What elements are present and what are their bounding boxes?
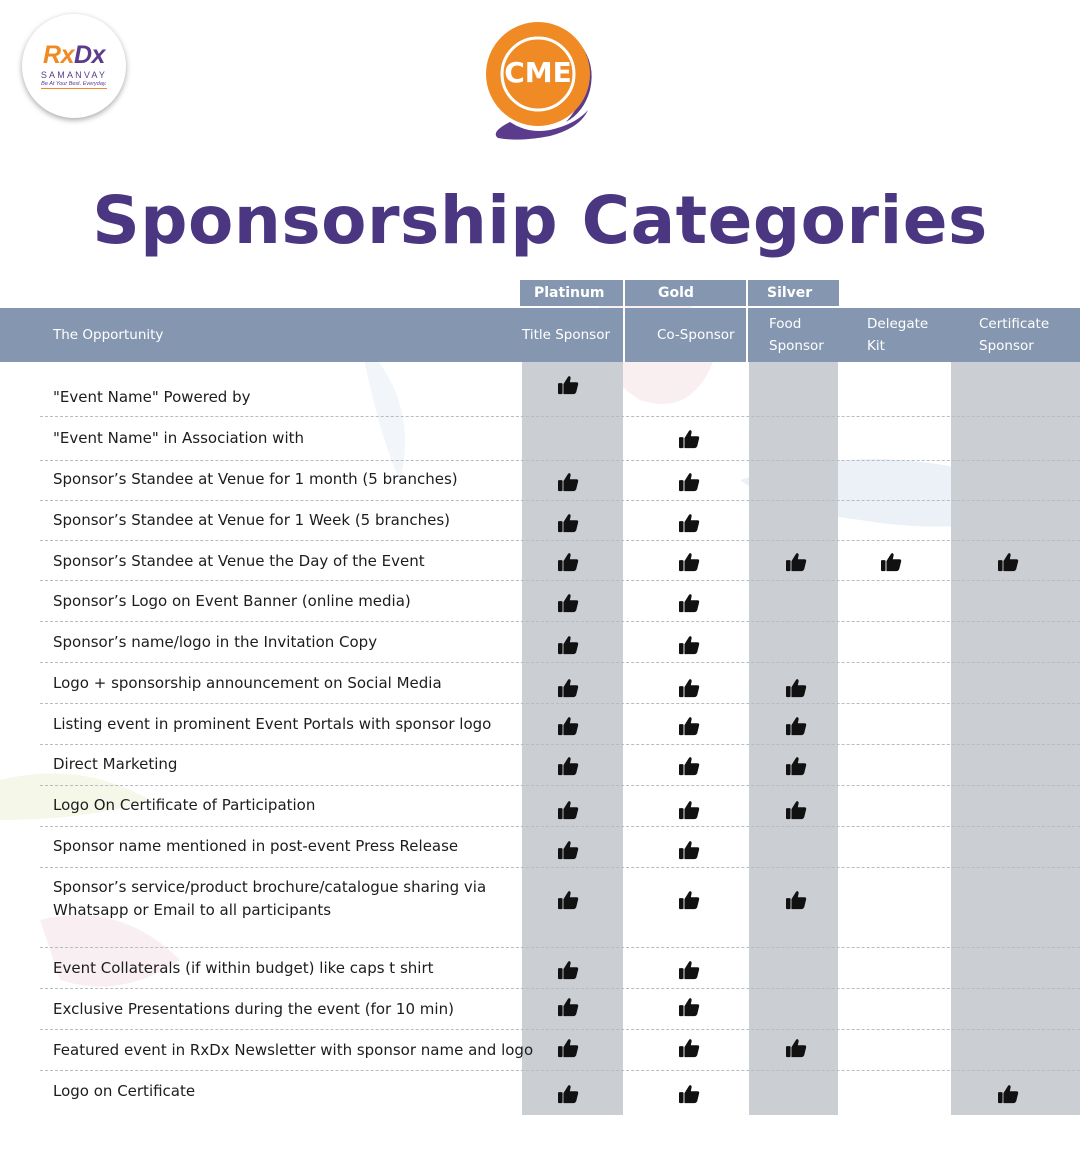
- row-separator: [40, 580, 1080, 581]
- header-divider-2: [746, 280, 748, 362]
- row-label: Logo + sponsorship announcement on Social Media: [53, 674, 442, 692]
- row-separator: [40, 744, 1080, 745]
- thumbs-up-icon: [678, 513, 700, 533]
- thumbs-up-icon: [678, 1038, 700, 1058]
- row-label: Sponsor’s Standee at Venue the Day of the Event: [53, 552, 425, 570]
- thumbs-up-icon: [785, 678, 807, 698]
- row-label: "Event Name" in Association with: [53, 429, 305, 447]
- thumbs-up-icon: [997, 552, 1019, 572]
- rxdx-logo-tagline: Be At Your Best. Everyday.: [41, 81, 107, 87]
- row-separator: [40, 500, 1080, 501]
- tier-gold: Gold: [625, 280, 746, 306]
- row-separator: [40, 947, 1080, 948]
- row-separator: [40, 460, 1080, 461]
- thumbs-up-icon: [557, 552, 579, 572]
- thumbs-up-icon: [678, 890, 700, 910]
- thumbs-up-icon: [678, 429, 700, 449]
- row-label: Direct Marketing: [53, 755, 178, 773]
- thumbs-up-icon: [997, 1084, 1019, 1104]
- thumbs-up-icon: [678, 552, 700, 572]
- tier-platinum: Platinum: [520, 280, 623, 306]
- thumbs-up-icon: [557, 513, 579, 533]
- thumbs-up-icon: [557, 840, 579, 860]
- row-separator: [40, 1029, 1080, 1030]
- header-opportunity: The Opportunity: [53, 327, 164, 343]
- row-separator: [40, 662, 1080, 663]
- row-label: Sponsor’s Standee at Venue for 1 month (5 branches): [53, 470, 458, 488]
- thumbs-up-icon: [785, 1038, 807, 1058]
- thumbs-up-icon: [785, 800, 807, 820]
- thumbs-up-icon: [678, 756, 700, 776]
- row-label: Featured event in RxDx Newsletter with sponsor name and logo: [53, 1041, 534, 1059]
- thumbs-up-icon: [557, 1084, 579, 1104]
- header-certificate-sponsor-line2: Sponsor: [979, 338, 1034, 354]
- thumbs-up-icon: [785, 890, 807, 910]
- cme-logo-text: CME: [504, 56, 572, 89]
- row-label-line2: Whatsapp or Email to all participants: [53, 901, 332, 919]
- row-separator: [40, 785, 1080, 786]
- row-separator: [40, 416, 1080, 417]
- rxdx-logo-dx: Dx: [74, 41, 105, 69]
- rxdx-logo-mark: [43, 43, 105, 68]
- rxdx-logo-rx: Rx: [43, 41, 74, 69]
- rxdx-logo-subtitle: SAMANVAY: [40, 70, 108, 80]
- certificate-sponsor-column-band: [951, 362, 1080, 1115]
- thumbs-up-icon: [557, 472, 579, 492]
- row-separator: [40, 867, 1080, 868]
- thumbs-up-icon: [785, 552, 807, 572]
- thumbs-up-icon: [557, 678, 579, 698]
- header-food-sponsor-line2: Sponsor: [769, 338, 824, 354]
- thumbs-up-icon: [678, 472, 700, 492]
- header-certificate-sponsor-line1: Certificate: [979, 316, 1050, 332]
- thumbs-up-icon: [557, 1038, 579, 1058]
- row-label: Sponsor’s Logo on Event Banner (online media): [53, 592, 411, 610]
- rxdx-samanvay-logo: [22, 14, 126, 118]
- thumbs-up-icon: [557, 756, 579, 776]
- row-separator: [40, 703, 1080, 704]
- row-label-line1: Sponsor’s service/product brochure/catalogue sharing via: [53, 878, 487, 896]
- thumbs-up-icon: [678, 997, 700, 1017]
- row-label: Exclusive Presentations during the event (for 10 min): [53, 1000, 454, 1018]
- tier-silver: Silver: [748, 280, 839, 306]
- row-separator: [40, 826, 1080, 827]
- thumbs-up-icon: [557, 593, 579, 613]
- cme-logo: [480, 14, 598, 142]
- thumbs-up-icon: [678, 593, 700, 613]
- row-label: "Event Name" Powered by: [53, 388, 251, 406]
- row-separator: [40, 540, 1080, 541]
- header-title-sponsor: Title Sponsor: [522, 327, 611, 343]
- row-label: Sponsor’s name/logo in the Invitation Copy: [53, 633, 378, 651]
- header-delegate-kit-line2: Kit: [867, 338, 885, 354]
- row-label: Logo On Certificate of Participation: [53, 796, 316, 814]
- header-food-sponsor-line1: Food: [769, 316, 802, 332]
- thumbs-up-icon: [557, 997, 579, 1017]
- row-label: Sponsor name mentioned in post-event Press Release: [53, 837, 459, 855]
- thumbs-up-icon: [557, 635, 579, 655]
- row-separator: [40, 621, 1080, 622]
- thumbs-up-icon: [557, 716, 579, 736]
- thumbs-up-icon: [678, 635, 700, 655]
- page-title: Sponsorship Categories: [92, 182, 988, 259]
- row-separator: [40, 988, 1080, 989]
- header-divider-1: [623, 280, 625, 362]
- thumbs-up-icon: [678, 800, 700, 820]
- header-delegate-kit-line1: Delegate: [867, 316, 929, 332]
- thumbs-up-icon: [557, 375, 579, 395]
- header-co-sponsor: Co-Sponsor: [657, 327, 735, 343]
- thumbs-up-icon: [880, 552, 902, 572]
- thumbs-up-icon: [557, 960, 579, 980]
- thumbs-up-icon: [678, 716, 700, 736]
- thumbs-up-icon: [557, 890, 579, 910]
- thumbs-up-icon: [678, 960, 700, 980]
- thumbs-up-icon: [785, 756, 807, 776]
- thumbs-up-icon: [557, 800, 579, 820]
- row-label: Logo on Certificate: [53, 1082, 196, 1100]
- thumbs-up-icon: [678, 840, 700, 860]
- row-separator: [40, 1070, 1080, 1071]
- row-label: Sponsor’s Standee at Venue for 1 Week (5 branches): [53, 511, 451, 529]
- thumbs-up-icon: [678, 1084, 700, 1104]
- food-sponsor-column-band: [749, 362, 838, 1115]
- row-label: Listing event in prominent Event Portals with sponsor logo: [53, 715, 492, 733]
- thumbs-up-icon: [678, 678, 700, 698]
- thumbs-up-icon: [785, 716, 807, 736]
- row-label: Event Collaterals (if within budget) like caps t shirt: [53, 959, 434, 977]
